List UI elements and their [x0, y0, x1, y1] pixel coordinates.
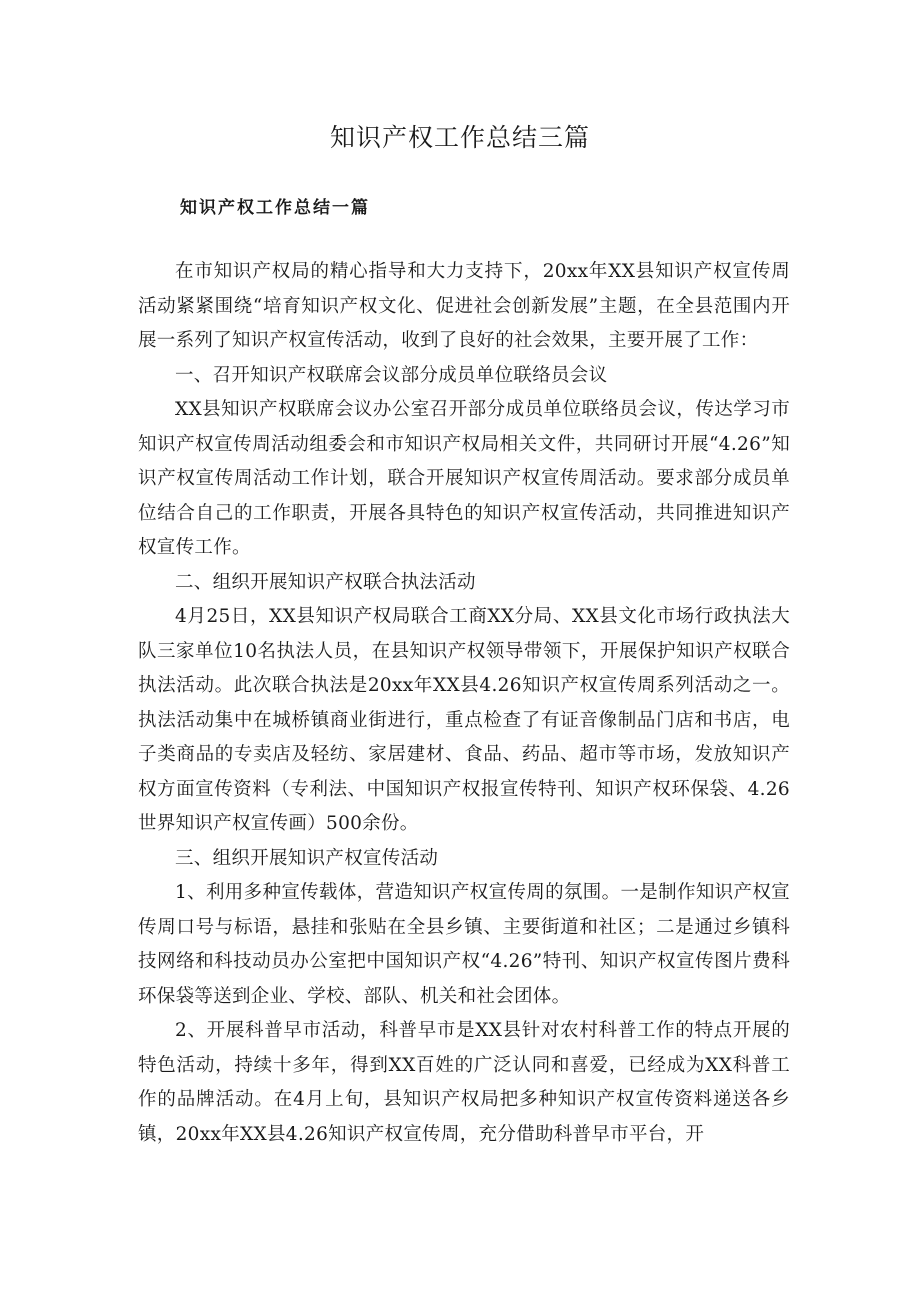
document-subtitle: 知识产权工作总结一篇 [180, 198, 370, 218]
paragraph-section-1: XX县知识产权联席会议办公室召开部分成员单位联络员会议，传达学习市知识产权宣传周活动组委会和市知识产权局相关文件，共同研讨开展“4.26”知识产权宣传周活动工作计划，联合开展知识产权宣传周活动。要求部分成员单位结合自己的工作职责，开展各具特色的知识产权宣传活动，共同推进知识产权宣传工作。 [138, 399, 790, 558]
paragraph-intro: 在市知识产权局的精心指导和大力支持下，20xx年XX县知识产权宣传周活动紧紧围绕“培育知识产权文化、促进社会创新发展”主题，在全县范围内开展一系列了知识产权宣传活动，收到了良好的社会效果，主要开展了工作： [138, 261, 790, 351]
paragraph-section-3-item-1: 1、利用多种宣传载体，营造知识产权宣传周的氛围。一是制作知识产权宣传周口号与标语，悬挂和张贴在全县乡镇、主要街道和社区；二是通过乡镇科技网络和科技动员办公室把中国知识产权“4.26”特刊、知识产权宣传图片费科环保袋等送到企业、学校、部队、机关和社会团体。 [138, 882, 790, 1007]
document-body [138, 255, 790, 1152]
section-heading-1: 一、召开知识产权联席会议部分成员单位联络员会议 [175, 364, 608, 386]
section-heading-2: 二、组织开展知识产权联合执法活动 [175, 571, 476, 593]
document-title: 知识产权工作总结三篇 [329, 123, 590, 152]
section-heading-3: 三、组织开展知识产权宣传活动 [175, 847, 439, 869]
paragraph-section-2: 4月25日，XX县知识产权局联合工商XX分局、XX县文化市场行政执法大队三家单位10名执法人员，在县知识产权领导带领下，开展保护知识产权联合执法活动。此次联合执法是20xx年XX县4.26知识产权宣传周系列活动之一。执法活动集中在城桥镇商业街进行，重点检查了有证音像制品门店和书店，电子类商品的专卖店及轻纺、家居建材、食品、药品、超市等市场，发放知识产权方面宣传资料（专利法、中国知识产权报宣传特刊、知识产权环保袋、4.26世界知识产权宣传画）500余份。 [138, 606, 790, 834]
paragraph-section-3-item-2: 2、开展科普早市活动，科普早市是XX县针对农村科普工作的特点开展的特色活动，持续十多年，得到XX百姓的广泛认同和喜爱，已经成为XX科普工作的品牌活动。在4月上旬，县知识产权局把多种知识产权宣传资料递送各乡镇，20xx年XX县4.26知识产权宣传周，充分借助科普早市平台，开 [138, 1020, 790, 1145]
